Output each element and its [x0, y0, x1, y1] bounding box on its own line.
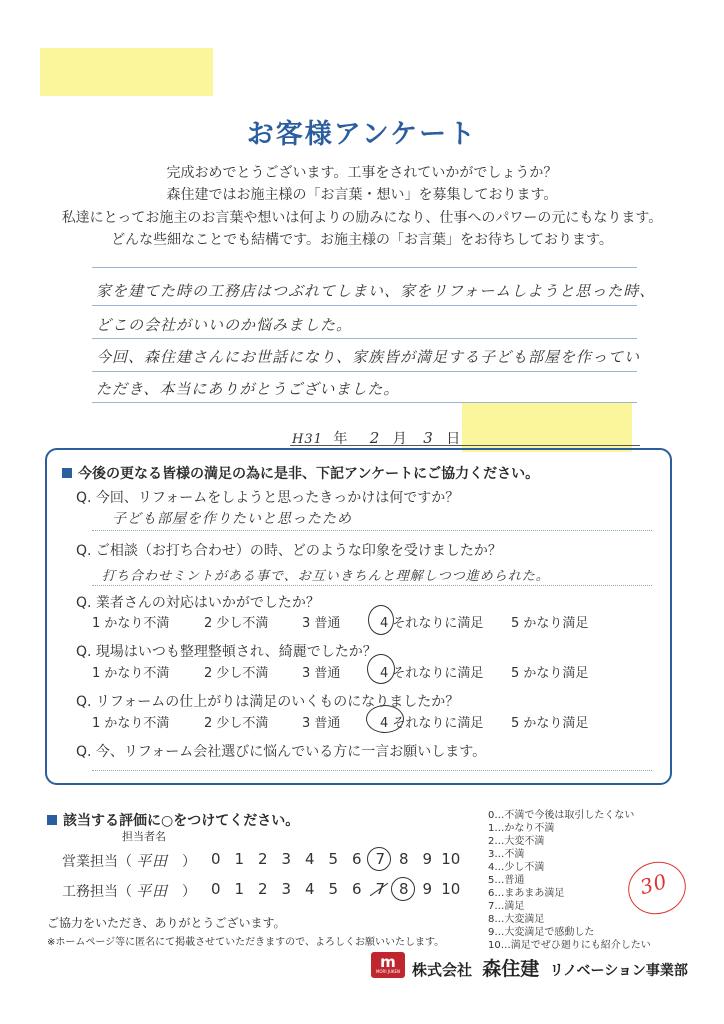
scale-option-5[interactable]: 5 かなり満足: [511, 716, 589, 731]
square-bullet-icon: [62, 468, 72, 478]
rating-digit[interactable]: 10: [441, 880, 461, 898]
rating-digit[interactable]: 4: [304, 880, 315, 898]
selected-mark: [368, 605, 394, 635]
construction-rating-digits: [204, 880, 463, 898]
intro-line: 私達にとってお施主のお言葉や想いは何よりの励みになり、仕事へのパワーの元にもなります。: [61, 210, 663, 226]
rating-digit[interactable]: 9: [422, 880, 433, 898]
rating-digit[interactable]: 6: [351, 850, 362, 868]
rating-digit[interactable]: 0: [210, 850, 221, 868]
question-2: Q. ご相談（お打ち合わせ）の時、どのような印象を受けましたか？: [76, 543, 502, 559]
scale-option-1[interactable]: 1 かなり不満: [92, 616, 170, 631]
legend-item: 7…満足: [488, 901, 525, 912]
rating-digit[interactable]: 5: [328, 850, 339, 868]
page-title: お客様アンケート: [246, 119, 478, 150]
date-era: H31: [292, 432, 323, 447]
scale-option-5[interactable]: 5 かなり満足: [511, 616, 589, 631]
rating-digit[interactable]: 3: [281, 880, 292, 898]
rating-digit[interactable]: 7: [375, 880, 386, 898]
selected-mark: [367, 847, 391, 871]
scale-option-3[interactable]: 3 普通: [302, 616, 341, 631]
rating-digit[interactable]: 8: [398, 850, 409, 868]
intro-line: 森住建ではお施主様の「お言葉・想い」を募集しております。: [166, 187, 558, 203]
square-bullet-icon: [47, 815, 57, 825]
redacted-highlight: [40, 48, 213, 96]
ruled-line: [92, 267, 637, 268]
answer-underline: [92, 770, 652, 771]
rating-digit[interactable]: 1: [234, 880, 245, 898]
scale-option-1[interactable]: 1 かなり不満: [92, 716, 170, 731]
date-month-unit: 月: [392, 431, 407, 447]
comment-line: どこの会社がいいのか悩みました。: [96, 316, 353, 334]
scale-option-1[interactable]: 1 かなり不満: [92, 666, 170, 681]
comment-line: 今回、森住建さんにお世話になり、家族皆が満足する子ども部屋を作ってい: [96, 348, 641, 366]
rating-digit[interactable]: 3: [281, 850, 292, 868]
company-name: 株式会社 森住建 リノベーション事業部: [412, 958, 688, 980]
question-5: Q. リフォームの仕上がりは満足のいくものになりましたか？: [76, 694, 460, 710]
selected-mark: [367, 654, 395, 684]
scale-option-2[interactable]: 2 少し不満: [204, 666, 269, 681]
ruled-line: [92, 338, 637, 339]
legend-item: 8…大変満足: [488, 914, 545, 925]
rating-digit[interactable]: 6: [351, 880, 362, 898]
scale-option-2[interactable]: 2 少し不満: [204, 716, 269, 731]
legend-item: 2…大変不満: [488, 836, 545, 847]
construction-staff-label: 工務担当（ 平田 ）: [62, 882, 197, 900]
scale-option-3[interactable]: 3 普通: [302, 666, 341, 681]
rating-digit[interactable]: 9: [422, 850, 433, 868]
date-day-unit: 日: [446, 431, 461, 447]
question-6: Q. 今、リフォーム会社選びに悩んでいる方に一言お願いします。: [76, 744, 487, 760]
rating-digit[interactable]: 8: [398, 880, 409, 898]
thanks-text: ご協力をいただき、ありがとうございます。: [47, 916, 286, 930]
legend-item: 6…まあまあ満足: [488, 888, 565, 899]
comment-line: ただき、本当にありがとうございました。: [96, 380, 400, 398]
survey-heading: 今後の更なる皆様の満足の為に是非、下記アンケートにご協力ください。: [62, 463, 539, 483]
legend-item: 0…不満で今後は取引したくない: [488, 810, 635, 821]
sales-rating-digits: [204, 850, 463, 868]
logo-sub-text: MORI JUKEN: [375, 969, 401, 974]
ruled-line: [92, 371, 637, 372]
logo-icon: m: [380, 953, 396, 971]
date-underline: [290, 445, 640, 446]
scale-option-4[interactable]: 4 それなりに満足: [380, 716, 484, 731]
score-mark-text: 30: [637, 868, 671, 900]
evaluation-heading: 該当する評価に○をつけてください。: [47, 810, 299, 830]
sales-staff-label: 営業担当（ 平田 ）: [62, 852, 197, 870]
construction-staff-name: 平田: [136, 882, 169, 900]
scale-option-3[interactable]: 3 普通: [302, 716, 341, 731]
intro-line: どんな些細なことでも結構です。お施主様の「お言葉」をお待ちしております。: [111, 232, 613, 248]
answer-underline: [92, 530, 652, 531]
rating-digit[interactable]: 4: [304, 850, 315, 868]
ruled-line: [92, 402, 637, 403]
rating-digit[interactable]: 5: [328, 880, 339, 898]
question-4: Q. 現場はいつも整理整頓され、綺麗でしたか？: [76, 644, 377, 660]
scale-option-4[interactable]: 4 それなりに満足: [380, 666, 484, 681]
rating-digit[interactable]: 2: [257, 880, 268, 898]
date-day: 3: [423, 429, 434, 447]
answer-1: 子ども部屋を作りたいと思ったため: [112, 511, 352, 527]
rating-digit[interactable]: 2: [257, 850, 268, 868]
scale-option-4[interactable]: 4 それなりに満足: [380, 616, 484, 631]
legend-item: 5…普通: [488, 875, 525, 886]
intro-line: 完成おめでとうございます。工事をされていかがでしょうか？: [166, 165, 558, 181]
rating-digit[interactable]: 0: [210, 880, 221, 898]
selected-mark: [366, 705, 404, 733]
scale-option-5[interactable]: 5 かなり満足: [511, 666, 589, 681]
company-logo: [371, 952, 405, 978]
answer-underline: [92, 585, 652, 586]
sales-staff-name: 平田: [136, 852, 169, 870]
rating-digit[interactable]: 1: [234, 850, 245, 868]
footer-note: ※ホームページ等に匿名にて掲載させていただきますので、よろしくお願いいたします。: [47, 937, 445, 948]
legend-item: 10…満足でぜひ廻りにも紹介したい: [488, 940, 651, 951]
rating-digit[interactable]: 10: [441, 850, 461, 868]
legend-item: 1…かなり不満: [488, 823, 555, 834]
ruled-line: [92, 305, 637, 306]
legend-item: 9…大変満足で感動した: [488, 927, 595, 938]
staff-header: 担当者名: [122, 830, 166, 843]
rating-digit[interactable]: 7: [375, 850, 386, 868]
date-year-unit: 年: [333, 431, 348, 447]
legend-item: 4…少し不満: [488, 862, 545, 873]
selected-mark: [391, 877, 415, 901]
question-3: Q. 業者さんの対応はいかがでしたか？: [76, 595, 320, 611]
date-month: 2: [369, 429, 381, 447]
question-1: Q. 今回、リフォームをしようと思ったきっかけは何ですか？: [76, 490, 460, 506]
comment-line: 家を建てた時の工務店はつぶれてしまい、家をリフォームしようと思った時、: [96, 282, 656, 300]
answer-2: 打ち合わせミントがある事で、お互いきちんと理解しつつ進められた。: [102, 569, 550, 584]
legend-item: 3…不満: [488, 849, 525, 860]
scale-option-2[interactable]: 2 少し不満: [204, 616, 269, 631]
